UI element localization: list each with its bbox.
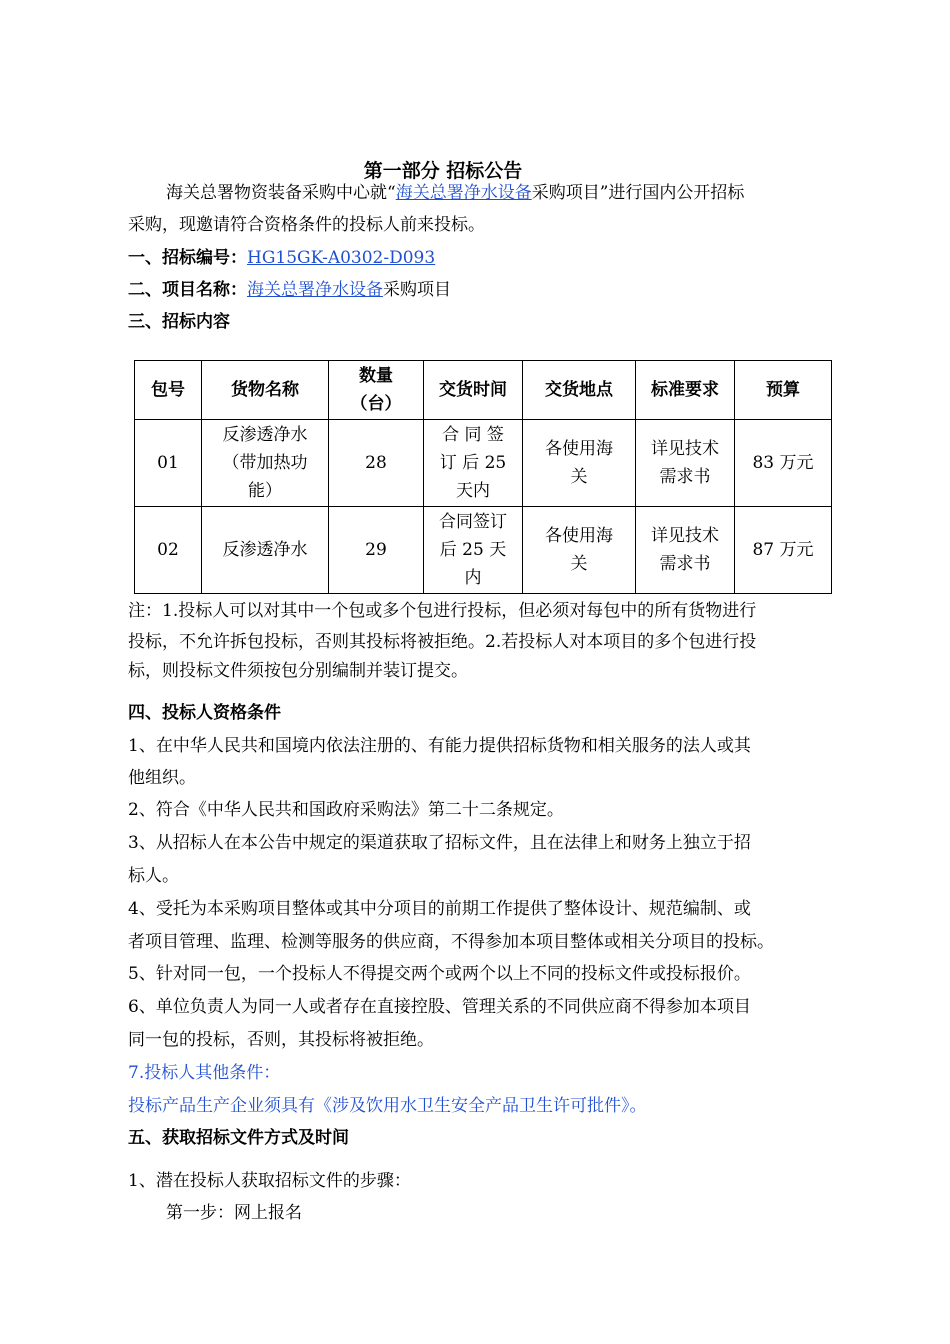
qualification-3b: 标人。 [128, 866, 179, 886]
header-budget: 预算 [735, 361, 832, 420]
cell-budget: 83 万元 [735, 420, 832, 507]
cell-pkg: 02 [135, 507, 202, 594]
table-row [135, 507, 832, 594]
section-2-label: 二、项目名称： [128, 280, 247, 300]
tender-content-table [134, 360, 832, 594]
cell-budget: 87 万元 [735, 507, 832, 594]
qualification-7b: 投标产品生产企业须具有《涉及饮用水卫生安全产品卫生许可批件》。 [128, 1096, 647, 1116]
tender-number-link[interactable]: HG15GK-A0302-D093 [247, 248, 436, 268]
table-header-row [135, 361, 832, 420]
section-3-label: 三、招标内容 [128, 312, 230, 332]
project-name-link-2[interactable]: 海关总署净水设备 [247, 280, 383, 300]
intro-line-2: 采购，现邀请符合资格条件的投标人前来投标。 [128, 215, 485, 235]
header-pkg: 包号 [135, 361, 202, 420]
table-row [135, 420, 832, 507]
cell-qty: 29 [329, 507, 424, 594]
cell-std: 详见技术 需求书 [636, 420, 735, 507]
qualification-2: 2、符合《中华人民共和国政府采购法》第二十二条规定。 [128, 800, 564, 820]
cell-place: 各使用海 关 [523, 507, 636, 594]
section-2 [128, 278, 451, 302]
cell-place: 各使用海 关 [523, 420, 636, 507]
section-1 [128, 246, 435, 270]
note-line-3: 标，则投标文件须按包分别编制并装订提交。 [128, 661, 468, 681]
qualification-7: 7.投标人其他条件： [128, 1063, 281, 1083]
intro-line-1 [166, 181, 744, 205]
cell-pkg: 01 [135, 420, 202, 507]
cell-name: 反渗透净水 [202, 507, 329, 594]
qualification-4b: 者项目管理、监理、检测等服务的供应商，不得参加本项目整体或相关分项目的投标。 [128, 932, 774, 952]
cell-std: 详见技术 需求书 [636, 507, 735, 594]
cell-qty: 28 [329, 420, 424, 507]
header-place: 交货地点 [523, 361, 636, 420]
cell-name: 反渗透净水 （带加热功 能） [202, 420, 329, 507]
note-line-1: 注：1.投标人可以对其中一个包或多个包进行投标，但必须对每包中的所有货物进行 [128, 601, 757, 621]
qualification-4a: 4、受托为本采购项目整体或其中分项目的前期工作提供了整体设计、规范编制、或 [128, 899, 751, 919]
project-name-link[interactable]: 海关总署净水设备 [395, 183, 532, 203]
note-line-2: 投标，不允许拆包投标，否则其投标将被拒绝。2.若投标人对本项目的多个包进行投 [128, 632, 757, 652]
qualification-5: 5、针对同一包，一个投标人不得提交两个或两个以上不同的投标文件或投标报价。 [128, 964, 751, 984]
step-intro: 1、潜在投标人获取招标文件的步骤： [128, 1171, 411, 1191]
qualification-1b: 他组织。 [128, 768, 196, 788]
section-1-label: 一、招标编号： [128, 248, 247, 268]
header-std: 标准要求 [636, 361, 735, 420]
qualification-6a: 6、单位负责人为同一人或者存在直接控股、管理关系的不同供应商不得参加本项目 [128, 997, 751, 1017]
qualification-6b: 同一包的投标，否则，其投标将被拒绝。 [128, 1030, 434, 1050]
intro-text-post: 采购项目”进行国内公开招标 [531, 183, 745, 203]
section-5-label: 五、获取招标文件方式及时间 [128, 1128, 349, 1148]
step-1: 第一步：网上报名 [166, 1203, 302, 1223]
page-title: 第一部分 招标公告 [363, 160, 523, 182]
header-qty: 数量 （台） [329, 361, 424, 420]
qualification-1a: 1、在中华人民共和国境内依法注册的、有能力提供招标货物和相关服务的法人或其 [128, 736, 751, 756]
header-time: 交货时间 [424, 361, 523, 420]
qualification-3a: 3、从招标人在本公告中规定的渠道获取了招标文件，且在法律上和财务上独立于招 [128, 833, 751, 853]
intro-text: 海关总署物资装备采购中心就“ [166, 183, 396, 203]
cell-time: 合 同 签 订 后 25 天内 [424, 420, 523, 507]
cell-time: 合同签订 后 25 天 内 [424, 507, 523, 594]
header-name: 货物名称 [202, 361, 329, 420]
section-2-post: 采购项目 [383, 280, 451, 300]
section-4-label: 四、投标人资格条件 [128, 703, 281, 723]
